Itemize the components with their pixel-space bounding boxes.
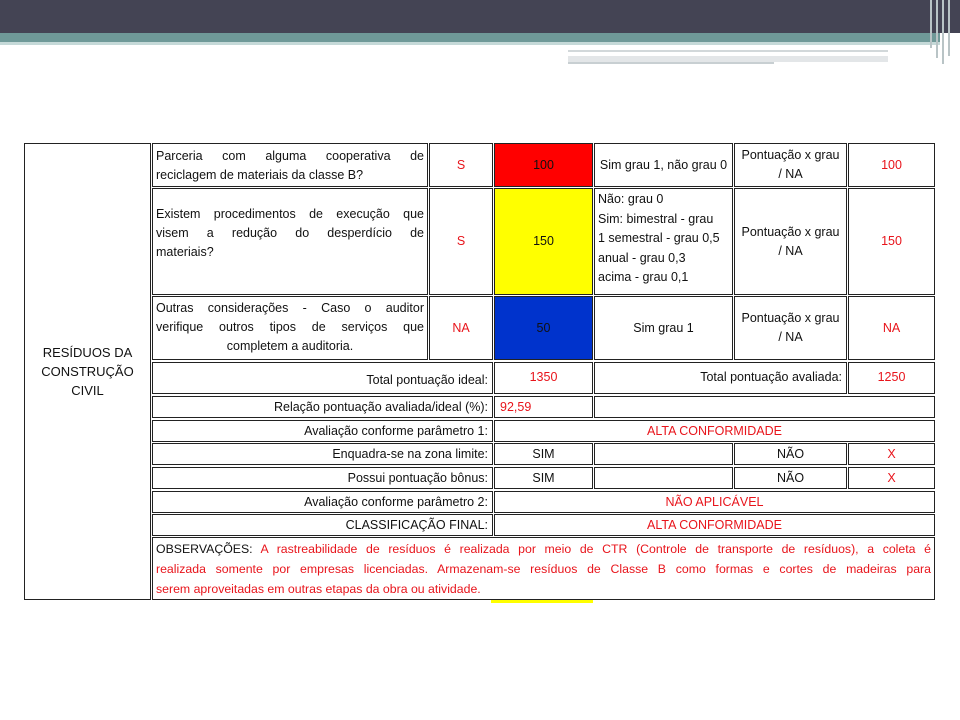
final-label: CLASSIFICAÇÃO FINAL: — [345, 517, 488, 532]
ratio-value: 92,59 — [500, 399, 532, 414]
question-line: verifique outros tipos de serviços que — [156, 320, 424, 334]
section-label-cell — [24, 143, 151, 600]
ratio-label-cell — [152, 396, 493, 418]
param1-label-cell — [152, 420, 493, 442]
limit-zone-nao: NÃO — [776, 446, 805, 461]
total-evaluated-value-cell — [848, 362, 935, 394]
criteria-line: anual - grau 0,3 — [598, 250, 686, 265]
param1-value-cell — [494, 420, 935, 442]
bonus-mark-cell — [848, 467, 935, 489]
score-value: 50 — [536, 320, 551, 335]
score-cell — [494, 188, 593, 295]
method-cell — [734, 296, 847, 360]
question-cell — [152, 143, 428, 187]
limit-zone-sim-cell — [494, 443, 593, 465]
param2-label: Avaliação conforme parâmetro 2: — [304, 494, 488, 509]
final-value-cell — [494, 514, 935, 536]
result-cell — [848, 296, 935, 360]
slide-corner-line — [942, 0, 944, 64]
result-value: NA — [882, 320, 901, 335]
bonus-nao: NÃO — [776, 470, 805, 485]
param1-label: Avaliação conforme parâmetro 1: — [304, 423, 488, 438]
observations-cell — [152, 537, 935, 600]
slide-corner-line — [948, 0, 950, 56]
criteria-cell — [594, 296, 733, 360]
slide-header-rule — [568, 50, 888, 52]
method-line: / NA — [778, 243, 803, 258]
observations-line: realizada somente por empresas licenciadas. Armazenam-se resíduos de Classe B como formas e cortes de madeiras para — [156, 562, 931, 576]
method-line: Pontuação x grau — [741, 148, 840, 162]
ratio-label: Relação pontuação avaliada/ideal (%): — [273, 399, 488, 414]
question-cell — [152, 188, 428, 295]
limit-zone-mark: X — [887, 446, 896, 461]
total-ideal-value: 1350 — [529, 370, 558, 384]
bonus-mark: X — [887, 470, 896, 485]
answer-cell — [429, 296, 493, 360]
param2-label-cell — [152, 491, 493, 513]
result-cell — [848, 188, 935, 295]
question-line: reciclagem de materiais da classe B? — [156, 168, 364, 182]
total-evaluated-label-cell — [594, 362, 847, 394]
method-line: / NA — [778, 167, 803, 181]
method-cell — [734, 143, 847, 187]
observations-label: OBSERVAÇÕES: — [156, 542, 253, 556]
score-cell — [494, 296, 593, 360]
answer-value: S — [456, 234, 466, 248]
bonus-sim: SIM — [532, 470, 555, 485]
bonus-nao-cell — [734, 467, 847, 489]
final-label-cell — [152, 514, 493, 536]
method-line: / NA — [778, 330, 803, 344]
slide-header-accent-light — [0, 42, 940, 45]
limit-zone-sim: SIM — [532, 446, 555, 461]
question-line: completem a auditoria. — [226, 339, 354, 353]
total-ideal-value-cell — [494, 362, 593, 394]
method-cell — [734, 188, 847, 295]
question-line: Existem procedimentos de execução que — [156, 207, 424, 221]
criteria-line: acima - grau 0,1 — [598, 270, 689, 284]
total-ideal-label: Total pontuação ideal: — [366, 373, 488, 387]
method-line: Pontuação x grau — [741, 311, 840, 325]
criteria-line: 1 semestral - grau 0,5 — [598, 231, 720, 245]
limit-zone-label-cell — [152, 443, 493, 465]
ratio-empty-cell — [594, 396, 935, 418]
criteria-line: Sim grau 1, não grau 0 — [599, 157, 728, 172]
bonus-label: Possui pontuação bônus: — [347, 470, 488, 485]
question-line: visem a redução do desperdício de — [156, 226, 424, 240]
bonus-empty-cell — [594, 467, 733, 489]
score-value: 150 — [533, 234, 554, 248]
question-line: Parceria com alguma cooperativa de — [156, 149, 424, 163]
answer-value: NA — [452, 320, 470, 335]
observations-line: serem aproveitadas em outras etapas da obra ou atividade. — [156, 582, 481, 596]
ratio-value-cell — [494, 396, 593, 418]
bonus-sim-cell — [494, 467, 593, 489]
result-cell — [848, 143, 935, 187]
total-ideal-label-cell — [152, 362, 493, 394]
criteria-line: Não: grau 0 — [598, 192, 664, 206]
slide-corner-line — [936, 0, 938, 58]
slide-header-bar — [0, 0, 960, 33]
limit-zone-mark-cell — [848, 443, 935, 465]
question-line: Outras considerações - Caso o auditor — [156, 301, 424, 315]
criteria-cell — [594, 143, 733, 187]
slide-header-rule — [568, 62, 774, 64]
bonus-label-cell — [152, 467, 493, 489]
criteria-line: Sim grau 1 — [633, 320, 694, 335]
criteria-cell — [594, 188, 733, 295]
result-value: 150 — [881, 234, 902, 248]
result-value: 100 — [881, 157, 902, 172]
section-label: RESÍDUOS DA CONSTRUÇÃO CIVIL — [41, 345, 134, 398]
param1-value: ALTA CONFORMIDADE — [647, 423, 782, 438]
method-line: Pontuação x grau — [741, 224, 840, 239]
slide-corner-line — [930, 0, 932, 48]
question-line: materiais? — [156, 245, 214, 259]
slide-header-accent — [0, 33, 940, 42]
param2-value-cell — [494, 491, 935, 513]
total-evaluated-label: Total pontuação avaliada: — [700, 370, 842, 384]
answer-cell — [429, 143, 493, 187]
score-value: 100 — [533, 157, 554, 172]
limit-zone-nao-cell — [734, 443, 847, 465]
answer-value: S — [456, 157, 466, 172]
final-value: ALTA CONFORMIDADE — [647, 517, 782, 532]
observations-line: A rastreabilidade de resíduos é realizada por meio de CTR (Controle de transporte de resíduos), a coleta é — [252, 542, 931, 556]
highlight-remnant — [491, 600, 593, 603]
total-evaluated-value: 1250 — [877, 370, 906, 384]
answer-cell — [429, 188, 493, 295]
question-cell — [152, 296, 428, 360]
limit-zone-label: Enquadra-se na zona limite: — [332, 446, 488, 461]
param2-value: NÃO APLICÁVEL — [665, 494, 764, 509]
score-cell — [494, 143, 593, 187]
criteria-line: Sim: bimestral - grau — [598, 211, 714, 226]
limit-zone-empty-cell — [594, 443, 733, 465]
